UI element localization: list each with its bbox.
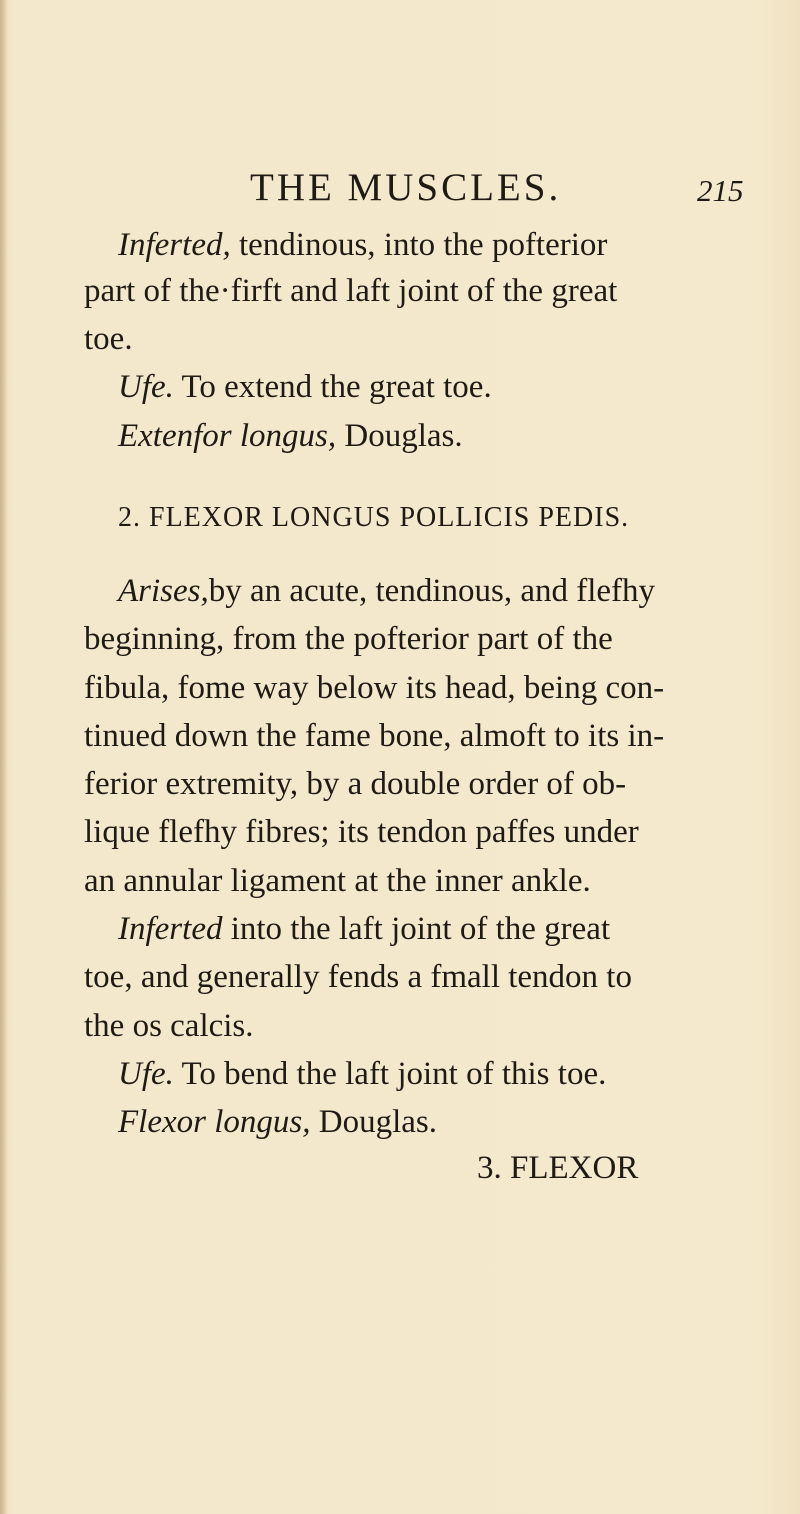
line-text: Douglas.	[336, 418, 463, 454]
line-text: part of the·firft and laft joint of the great	[84, 273, 618, 309]
italic-term: Inferted	[118, 911, 223, 947]
text-line	[84, 811, 639, 853]
section-heading	[118, 497, 629, 539]
text-line	[84, 270, 617, 312]
text-line	[84, 1005, 254, 1047]
running-head: THE MUSCLES.	[250, 166, 562, 209]
line-text: tinued down the fame bone, almoft to its in-	[84, 718, 665, 754]
text-line	[84, 956, 632, 998]
line-text: toe, and generally fends a fmall tendon to	[84, 959, 632, 995]
line-text: fibula, fome way below its head, being con-	[84, 670, 665, 706]
text-line	[118, 415, 463, 457]
line-text: toe.	[84, 321, 133, 357]
text-line	[84, 715, 664, 757]
italic-term: Flexor longus,	[118, 1104, 311, 1140]
line-text: tendinous, into the pofterior	[230, 227, 608, 263]
line-text: 2. FLEXOR LONGUS POLLICIS PEDIS.	[118, 502, 630, 533]
page-edge	[0, 0, 8, 1514]
line-text: lique flefhy fibres; its tendon paffes under	[84, 814, 639, 850]
line-text: the os calcis.	[84, 1008, 254, 1044]
line-text: ferior extremity, by a double order of ob-	[84, 766, 627, 802]
text-line	[84, 667, 664, 709]
text-line	[84, 318, 133, 360]
text-line	[84, 860, 591, 902]
text-line	[118, 224, 607, 266]
line-text: beginning, from the pofterior part of the	[84, 621, 613, 657]
line-text: by an acute, tendinous, and flefhy	[208, 573, 656, 609]
italic-term: Ufe.	[118, 1056, 174, 1092]
text-line	[84, 763, 626, 805]
page-number: 215	[697, 173, 744, 208]
catchword: 3. FLEXOR	[477, 1150, 639, 1186]
text-line	[118, 1101, 437, 1143]
text-line	[118, 908, 610, 950]
text-line	[84, 618, 613, 660]
italic-term: Inferted,	[118, 227, 231, 263]
line-text: into the laft joint of the great	[222, 911, 611, 947]
line-text: To extend the great toe.	[173, 369, 492, 405]
italic-term: Extenfor longus,	[118, 418, 337, 454]
line-text: an annular ligament at the inner ankle.	[84, 863, 591, 899]
italic-term: Arises,	[118, 573, 209, 609]
line-text: Douglas.	[310, 1104, 437, 1140]
page-header	[0, 168, 800, 208]
line-text: To bend the laft joint of this toe.	[173, 1056, 607, 1092]
italic-term: Ufe.	[118, 369, 174, 405]
text-line	[118, 1053, 606, 1095]
text-line	[118, 366, 492, 408]
text-line	[118, 570, 655, 612]
